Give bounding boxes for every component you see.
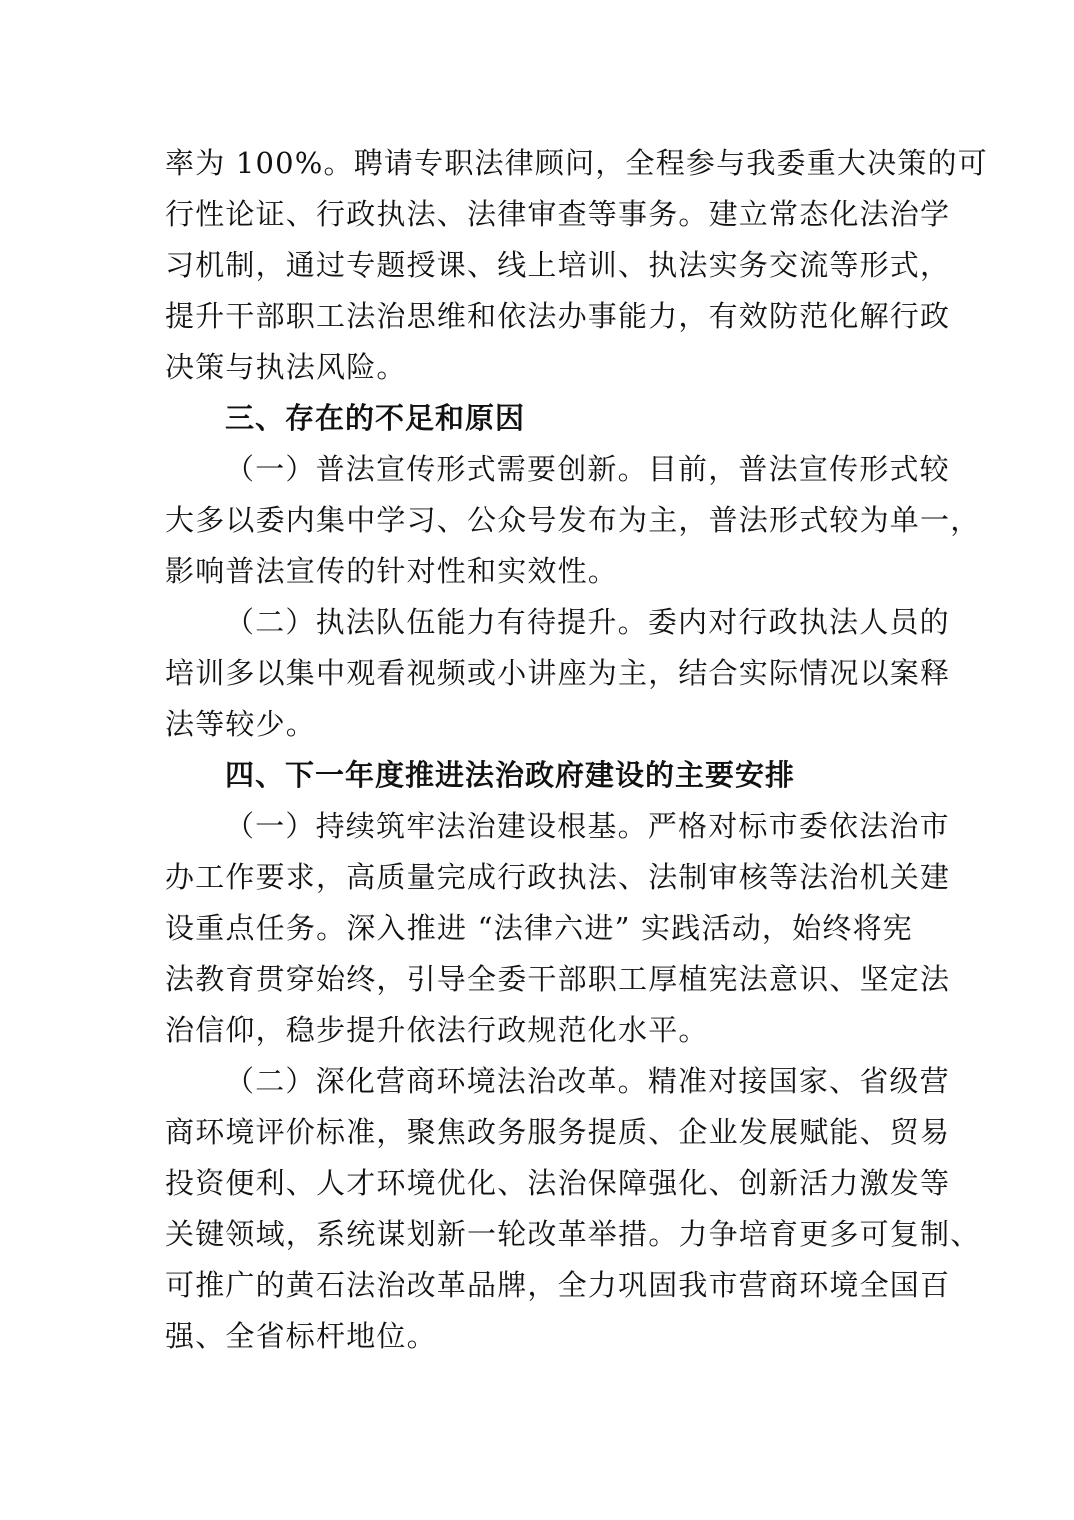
paragraph-line: 设重点任务。深入推进 “法律六进” 实践活动，始终将宪	[165, 911, 913, 945]
item-lead: （一）持续筑牢法治建设根基。	[225, 809, 648, 843]
paragraph-line: 关键领域，系统谋划新一轮改革举措。力争培育更多可复制、	[165, 1217, 981, 1251]
section4-item2-line1	[165, 1056, 950, 1107]
paragraph-line: 法等较少。	[165, 707, 317, 741]
paragraph-line: 行性论证、行政执法、法律审查等事务。建立常态化法治学	[165, 197, 951, 231]
item-lead: （一）普法宣传形式需要创新。	[225, 452, 648, 486]
section-heading-3: 三、存在的不足和原因	[225, 401, 526, 435]
item-text: 委内对行政执法人员的	[647, 605, 950, 639]
paragraph-line: 习机制，通过专题授课、线上培训、执法实务交流等形式，	[165, 248, 951, 282]
paragraph-line: 治信仰，稳步提升依法行政规范化水平。	[165, 1013, 709, 1047]
paragraph-line: 大多以委内集中学习、公众号发布为主，普法形式较为单一，	[165, 503, 981, 537]
section3-item2-line1	[165, 597, 950, 648]
paragraph-line: 率为 100%。聘请专职法律顾问，全程参与我委重大决策的可	[165, 146, 988, 180]
item-text: 精准对接国家、省级营	[647, 1064, 950, 1098]
paragraph-line: 培训多以集中观看视频或小讲座为主，结合实际情况以案释	[165, 656, 951, 690]
paragraph-line: 可推广的黄石法治改革品牌，全力巩固我市营商环境全国百	[165, 1268, 951, 1302]
paragraph-line: 法教育贯穿始终，引导全委干部职工厚植宪法意识、坚定法	[165, 962, 951, 996]
paragraph-line: 提升干部职工法治思维和依法办事能力，有效防范化解行政	[165, 299, 951, 333]
item-lead: （二）执法队伍能力有待提升。	[225, 605, 648, 639]
item-text: 严格对标市委依法治市	[647, 809, 950, 843]
paragraph-line: 影响普法宣传的针对性和实效性。	[165, 554, 619, 588]
section-heading-4: 四、下一年度推进法治政府建设的主要安排	[225, 758, 796, 792]
item-lead: （二）深化营商环境法治改革。	[225, 1064, 648, 1098]
paragraph-line: 商环境评价标准，聚焦政务服务提质、企业发展赋能、贸易	[165, 1115, 951, 1149]
paragraph-line: 决策与执法风险。	[165, 350, 407, 384]
item-text: 目前，普法宣传形式较	[647, 452, 950, 486]
document-body	[165, 138, 988, 1362]
paragraph-line: 强、全省标杆地位。	[165, 1319, 437, 1353]
section3-item1-line1	[165, 444, 950, 495]
paragraph-line: 办工作要求，高质量完成行政执法、法制审核等法治机关建	[165, 860, 951, 894]
paragraph-line: 投资便利、人才环境优化、法治保障强化、创新活力激发等	[165, 1166, 951, 1200]
section4-item1-line1	[165, 801, 950, 852]
